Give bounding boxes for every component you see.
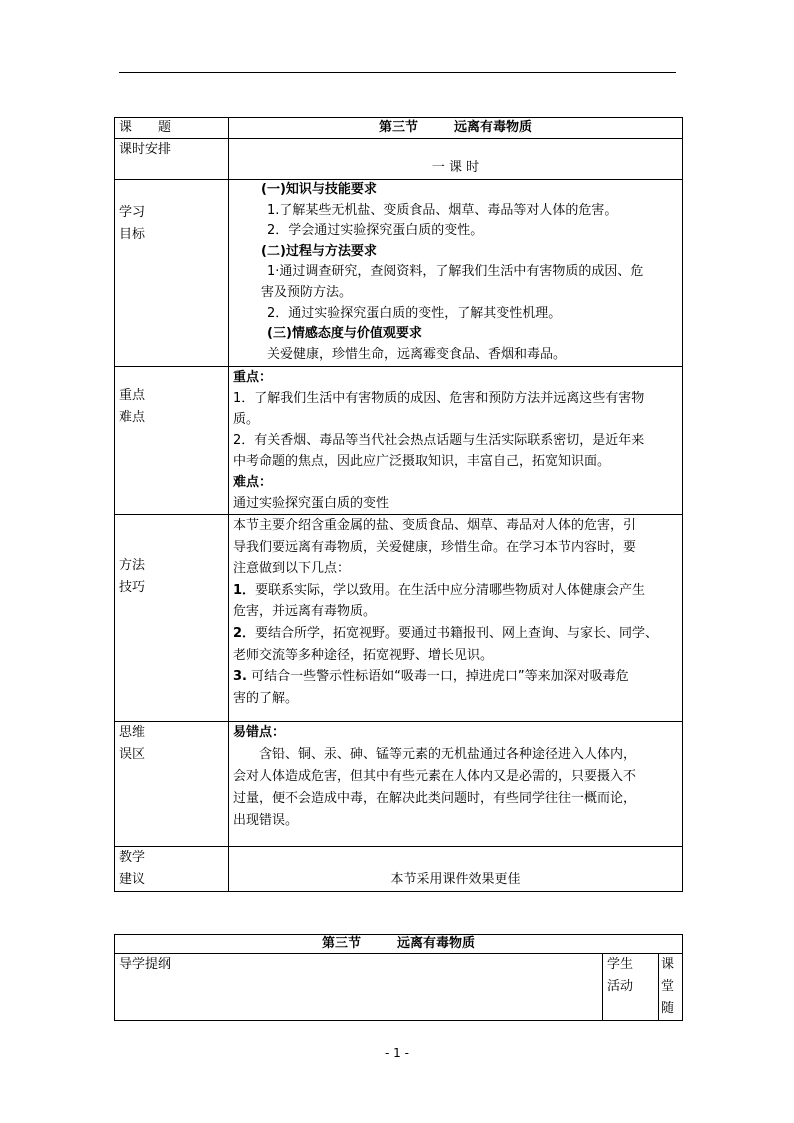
schedule-value: 一 课 时 [229,139,683,180]
objective-heading: (二)过程与方法要求 [261,243,377,259]
key-points-content: 重点： 1．了解我们生活中有害物质的成因、危害和预防方法并远离这些有害物 质。 2．有关香烟、毒品等当代社会热点话题与生活实际联系密切，是近年来 中考命题的焦点，因此应广泛摄取知识，丰富自己，拓宽知识面。 难点： 通过实验探究蛋白质的变性 [229,367,683,515]
difficulty-heading: 难点： [233,475,273,490]
guide-title: 第三节 远离有毒物质 [115,935,683,954]
row-key-points [115,367,683,515]
guide-outline-header: 导学提纲 [115,954,603,1021]
label-methods: 方法 技巧 [115,515,229,722]
label-mistakes: 思维 误区 [115,722,229,847]
section-number: 第三节 [378,120,418,135]
key-heading: 重点： [233,370,273,385]
label-objectives: 学习 目标 [115,180,229,367]
lesson-title [229,118,683,139]
header-rule [119,72,676,73]
row-methods [115,515,683,722]
row-topic [115,118,683,139]
label-topic: 课 题 [115,118,229,139]
row-schedule [115,139,683,180]
student-activity-header: 学生 活动 [603,954,659,1021]
objectives-content: (一)知识与技能要求 1.了解某些无机盐、变质食品、烟草、毒品等对人体的危害。 2．学会通过实验探究蛋白质的变性。 (二)过程与方法要求 1·通过调查研究，查阅资料，了解我们生活中有害物质的成因、危 害及预防方法。 2．通过实验探究蛋白质的变性，了解其变性机理。 (三)情感态度与价值观要求 关爱健康，珍惜生命，远离霉变食品、香烟和毒品。 [229,180,683,367]
row-objectives [115,180,683,367]
guide-title-row [115,935,683,954]
advice-content: 本节采用课件效果更佳 [229,847,683,892]
label-schedule: 课时安排 [115,139,229,180]
class-notes-header: 课 堂 随 [659,954,683,1021]
label-key-points: 重点 难点 [115,367,229,515]
row-mistakes [115,722,683,847]
section-name: 远离有毒物质 [454,120,533,135]
label-advice: 教学 建议 [115,847,229,892]
mistakes-content: 易错点： 含铅、铜、汞、砷、锰等元素的无机盐通过各种途径进入人体内， 会对人体造成危害，但其中有些元素在人体内又是必需的，只要摄入不 过量，便不会造成中毒，在解决此类问题时，有些同学往往一概而论， 出现错误。 [229,722,683,847]
page-number: - 1 - [385,1046,409,1060]
objective-heading: (三)情感态度与价值观要求 [267,326,422,342]
guide-header-row [115,954,683,1021]
objective-heading: (一)知识与技能要求 [261,182,377,197]
methods-content: 本节主要介绍含重金属的盐、变质食品、烟草、毒品对人体的危害，引 导我们要远离有毒物质，关爱健康，珍惜生命。在学习本节内容时，要 注意做到以下几点： 1．要联系实际，学以致用。在生活中应分清哪些物质对人体健康会产生 危害，并远离有毒物质。 2．要结合所学，拓宽视野。要通过书籍报刊、网上查询、与家长、同学、 老师交流等多种途径，拓宽视野、增长见识。 3. 可结合一些警示性标语如“吸毒一口，掉进虎口”等来加深对吸毒危 害的了解。 [229,515,683,722]
row-advice [115,847,683,892]
guide-table [114,934,683,1021]
lesson-plan-table [114,117,683,892]
mistake-heading: 易错点： [233,725,286,740]
